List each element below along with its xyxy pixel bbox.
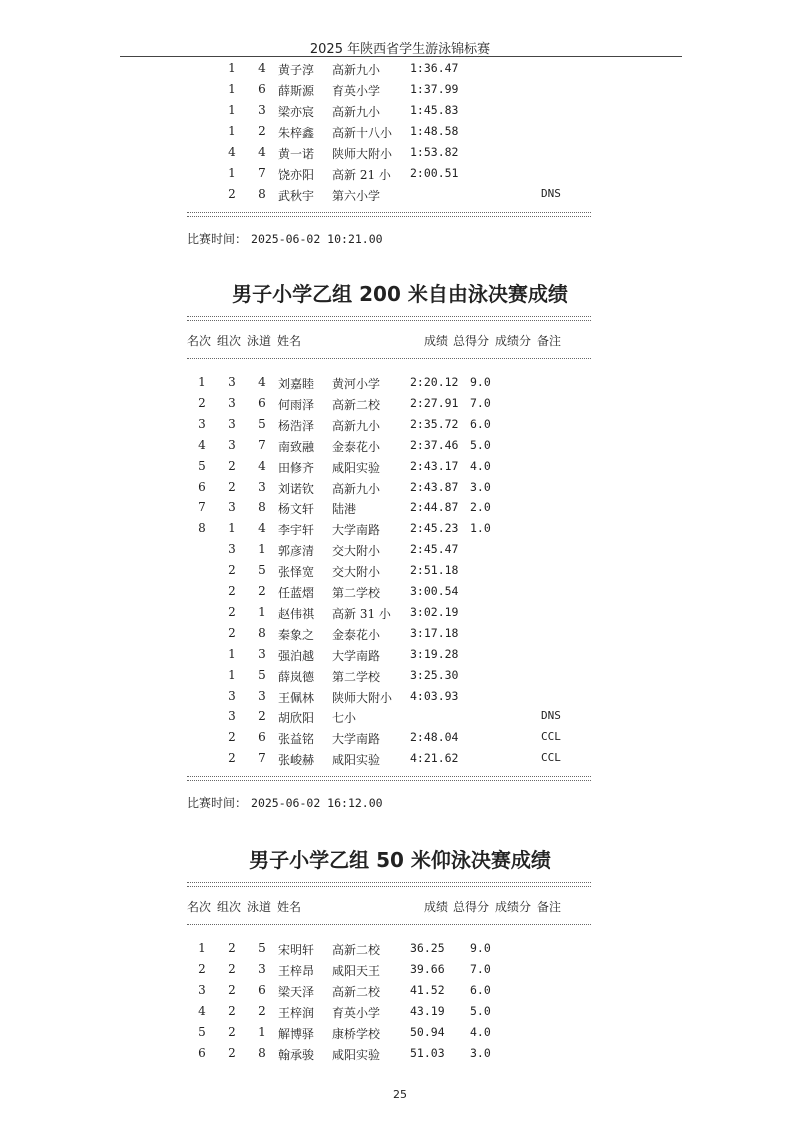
cell-lane: 8 [258,625,266,640]
cell-lane: 2 [258,1003,266,1018]
cell-pts: 6.0 [470,416,491,431]
col-result-header: 成绩 [424,334,449,348]
cell-time: 3:17.18 [410,625,459,640]
cell-rank: 2 [198,395,206,410]
cell-group: 3 [228,709,236,724]
cell-name: 刘诺钦 [278,481,315,496]
cell-time: 2:35.72 [410,416,459,431]
cell-rank: 4 [198,437,206,452]
race-time-line [187,794,383,811]
cell-group: 3 [228,416,236,431]
cell-name: 田修齐 [278,460,315,475]
cell-note: CCL [541,730,561,744]
double-divider [187,882,591,887]
table-row [0,103,800,123]
cell-time: 51.03 [410,1045,445,1060]
cell-lane: 3 [258,688,266,703]
column-header-row [187,898,607,916]
cell-lane: 3 [258,961,266,976]
cell-time: 2:00.51 [410,166,459,180]
cell-group: 2 [228,982,236,997]
table-row [0,375,800,395]
cell-name: 薛岚德 [278,669,315,684]
cell-time: 2:43.17 [410,458,459,473]
cell-unit: 金泰花小 [332,439,381,454]
cell-unit: 高新二校 [332,397,381,412]
cell-unit: 咸阳实验 [332,460,381,475]
cell-time: 36.25 [410,941,445,955]
table-row [0,438,800,458]
cell-group: 2 [228,751,236,766]
cell-lane: 1 [258,542,266,557]
table-row [0,584,800,604]
cell-pts: 7.0 [470,961,491,976]
cell-group: 3 [228,437,236,452]
cell-group: 1 [228,667,236,682]
double-divider [187,776,591,781]
col-lane-header: 泳道 [247,900,272,914]
col-name-header: 姓名 [277,900,302,914]
cell-lane: 2 [258,709,266,724]
cell-time: 2:48.04 [410,730,459,745]
cell-group: 1 [228,82,236,96]
cell-name: 薛斯源 [278,84,315,98]
cell-lane: 5 [258,667,266,682]
race-time-line [187,230,383,247]
cell-lane: 4 [258,61,266,75]
cell-unit: 黄河小学 [332,377,381,391]
cell-unit: 大学南路 [332,732,381,747]
cell-name: 翰承骏 [278,1047,315,1062]
cell-name: 任蓝熠 [278,586,315,600]
cell-name: 梁亦宸 [278,105,315,119]
cell-lane: 7 [258,166,266,180]
cell-rank: 5 [198,1024,206,1039]
cell-unit: 高新十八小 [332,126,393,140]
cell-lane: 6 [258,395,266,410]
cell-pts: 9.0 [470,941,491,955]
cell-pts: 4.0 [470,458,491,473]
cell-name: 张怿宽 [278,565,315,580]
table-row [0,166,800,186]
race-time-label: 比赛时间： [187,232,248,246]
cell-pts: 2.0 [470,500,491,515]
cell-group: 2 [228,1003,236,1018]
cell-group: 2 [228,479,236,494]
cell-lane: 2 [258,124,266,138]
cell-name: 南致融 [278,439,315,454]
double-divider [187,316,591,321]
cell-pts: 3.0 [470,479,491,494]
col-lane-header: 泳道 [247,334,272,348]
cell-name: 梁天泽 [278,984,315,999]
cell-time: 1:45.83 [410,103,459,117]
col-score-header: 成绩分 [495,900,532,914]
header-rule [120,56,682,57]
column-header-row [187,332,607,350]
cell-name: 李宇轩 [278,523,315,538]
section-title-200-free: 男子小学乙组 200 米自由泳决赛成绩 [232,282,568,306]
cell-rank: 7 [198,500,206,515]
cell-name: 强泊越 [278,648,315,663]
cell-unit: 高新二校 [332,984,381,999]
cell-rank: 2 [198,961,206,976]
cell-group: 3 [228,688,236,703]
cell-pts: 1.0 [470,521,491,536]
table-row [0,1046,800,1066]
cell-unit: 交大附小 [332,565,381,580]
cell-lane: 1 [258,604,266,619]
cell-group: 2 [228,941,236,955]
cell-time: 4:21.62 [410,751,459,766]
cell-unit: 咸阳实验 [332,753,381,768]
cell-pts: 5.0 [470,437,491,452]
cell-name: 朱梓鑫 [278,126,315,140]
col-name-header: 姓名 [277,334,302,348]
cell-time: 50.94 [410,1024,445,1039]
table-row [0,82,800,102]
table-row [0,145,800,165]
cell-name: 张益铭 [278,732,315,747]
cell-lane: 6 [258,730,266,745]
cell-rank: 6 [198,1045,206,1060]
cell-lane: 4 [258,375,266,389]
cell-unit: 大学南路 [332,648,381,663]
cell-rank: 4 [198,1003,206,1018]
cell-lane: 7 [258,437,266,452]
cell-group: 2 [228,961,236,976]
cell-time: 2:44.87 [410,500,459,515]
cell-time: 1:36.47 [410,61,459,75]
col-result-header: 成绩 [424,900,449,914]
cell-lane: 4 [258,145,266,159]
cell-unit: 七小 [332,711,357,726]
cell-lane: 5 [258,941,266,955]
cell-name: 饶亦阳 [278,168,315,182]
table-row [0,396,800,416]
cell-rank: 3 [198,416,206,431]
cell-unit: 高新九小 [332,481,381,496]
cell-name: 解博驿 [278,1026,315,1041]
cell-rank: 1 [198,941,206,955]
cell-unit: 育英小学 [332,1005,381,1020]
table-row [0,689,800,709]
double-divider [187,212,591,217]
cell-name: 黄子淳 [278,63,315,77]
cell-unit: 育英小学 [332,84,381,98]
table-row [0,417,800,437]
page-header-title: 2025 年陕西省学生游泳锦标赛 [309,42,491,57]
cell-unit: 第六小学 [332,189,381,203]
cell-unit: 高新九小 [332,105,381,119]
cell-name: 王佩林 [278,690,315,705]
cell-unit: 陕师大附小 [332,147,393,161]
cell-unit: 陕师大附小 [332,690,393,705]
cell-time: 2:20.12 [410,375,459,389]
table-row [0,542,800,562]
cell-time: 2:51.18 [410,563,459,578]
cell-time: 39.66 [410,961,445,976]
cell-lane: 5 [258,416,266,431]
table-row [0,941,800,961]
cell-name: 宋明轩 [278,943,315,957]
cell-name: 胡欣阳 [278,711,315,726]
table-row [0,983,800,1003]
table-row [0,187,800,207]
col-rank-header: 名次 [187,900,212,914]
cell-name: 赵伟祺 [278,606,315,621]
cell-time: 1:53.82 [410,145,459,159]
cell-name: 武秋宇 [278,189,315,203]
cell-rank: 8 [198,521,206,536]
cell-unit: 高新 21 小 [332,168,391,182]
cell-time: 2:37.46 [410,437,459,452]
cell-unit: 康桥学校 [332,1026,381,1041]
col-note-header: 备注 [537,900,562,914]
cell-unit: 陆港 [332,502,357,517]
cell-pts: 6.0 [470,982,491,997]
col-total-header: 总得分 [453,334,490,348]
cell-time: 3:19.28 [410,646,459,661]
table-row [0,480,800,500]
cell-name: 王梓昂 [278,963,315,978]
single-divider [187,358,591,359]
cell-group: 2 [228,458,236,473]
cell-group: 3 [228,542,236,557]
cell-unit: 高新二校 [332,943,381,957]
table-row [0,500,800,520]
cell-group: 2 [228,584,236,598]
cell-group: 2 [228,604,236,619]
cell-time: 2:45.47 [410,542,459,557]
table-row [0,521,800,541]
table-row [0,647,800,667]
cell-time: 1:37.99 [410,82,459,96]
table-row [0,668,800,688]
cell-group: 2 [228,625,236,640]
table-row [0,962,800,982]
cell-name: 郭彦清 [278,544,315,559]
page-number: 25 [393,1088,407,1101]
cell-group: 2 [228,1024,236,1039]
cell-time: 2:43.87 [410,479,459,494]
cell-group: 3 [228,395,236,410]
cell-group: 1 [228,646,236,661]
race-time-value: 2025-06-02 16:12.00 [251,796,383,810]
cell-unit: 大学南路 [332,523,381,538]
cell-lane: 8 [258,1045,266,1060]
cell-lane: 2 [258,584,266,598]
cell-unit: 金泰花小 [332,627,381,642]
cell-unit: 交大附小 [332,544,381,559]
cell-lane: 4 [258,521,266,536]
cell-time: 3:25.30 [410,667,459,682]
cell-pts: 7.0 [470,395,491,410]
table-row [0,61,800,81]
cell-pts: 3.0 [470,1045,491,1060]
cell-lane: 5 [258,563,266,578]
cell-group: 3 [228,500,236,515]
table-row [0,459,800,479]
cell-time: 2:45.23 [410,521,459,536]
col-group-header: 组次 [217,334,242,348]
cell-name: 王梓润 [278,1005,315,1020]
cell-lane: 1 [258,1024,266,1039]
cell-unit: 高新九小 [332,63,381,77]
cell-group: 2 [228,563,236,578]
cell-pts: 5.0 [470,1003,491,1018]
table-row [0,709,800,729]
table-row [0,563,800,583]
cell-time: 2:27.91 [410,395,459,410]
cell-name: 黄一诺 [278,147,315,161]
table-row [0,730,800,750]
cell-name: 秦象之 [278,627,315,642]
cell-unit: 第二学校 [332,669,381,684]
col-total-header: 总得分 [453,900,490,914]
col-group-header: 组次 [217,900,242,914]
cell-lane: 3 [258,103,266,117]
cell-name: 杨文轩 [278,502,315,517]
cell-time: 3:00.54 [410,584,459,598]
table-row [0,626,800,646]
cell-lane: 8 [258,187,266,201]
cell-time: 3:02.19 [410,604,459,619]
race-time-value: 2025-06-02 10:21.00 [251,232,383,246]
cell-group: 2 [228,187,236,201]
cell-unit: 第二学校 [332,586,381,600]
col-score-header: 成绩分 [495,334,532,348]
cell-name: 刘嘉睦 [278,377,315,391]
cell-unit: 高新 31 小 [332,606,391,621]
cell-lane: 3 [258,646,266,661]
cell-group: 3 [228,375,236,389]
cell-group: 2 [228,730,236,745]
table-row [0,1004,800,1024]
cell-unit: 高新九小 [332,418,381,433]
single-divider [187,924,591,925]
cell-name: 何雨泽 [278,397,315,412]
cell-name: 杨浩泽 [278,418,315,433]
col-rank-header: 名次 [187,334,212,348]
cell-lane: 3 [258,479,266,494]
cell-time: 41.52 [410,982,445,997]
cell-lane: 8 [258,500,266,515]
cell-unit: 咸阳实验 [332,1047,381,1062]
cell-group: 1 [228,521,236,536]
cell-note: DNS [541,709,561,723]
cell-note: DNS [541,187,561,200]
cell-group: 2 [228,1045,236,1060]
cell-time: 1:48.58 [410,124,459,138]
cell-pts: 4.0 [470,1024,491,1039]
cell-group: 1 [228,61,236,75]
table-row [0,124,800,144]
cell-pts: 9.0 [470,375,491,389]
cell-lane: 6 [258,82,266,96]
table-row [0,1025,800,1045]
cell-lane: 6 [258,982,266,997]
cell-time: 43.19 [410,1003,445,1018]
cell-rank: 6 [198,479,206,494]
table-row [0,751,800,771]
col-note-header: 备注 [537,334,562,348]
cell-lane: 4 [258,458,266,473]
section-title-50-back: 男子小学乙组 50 米仰泳决赛成绩 [249,848,551,872]
cell-group: 4 [228,145,236,159]
cell-name: 张峻赫 [278,753,315,768]
race-time-label: 比赛时间： [187,796,248,810]
cell-lane: 7 [258,751,266,766]
cell-unit: 咸阳天王 [332,963,381,978]
cell-group: 1 [228,103,236,117]
cell-group: 1 [228,166,236,180]
cell-time: 4:03.93 [410,688,459,703]
cell-rank: 1 [198,375,206,389]
cell-rank: 3 [198,982,206,997]
cell-rank: 5 [198,458,206,473]
cell-note: CCL [541,751,561,765]
table-row [0,605,800,625]
cell-group: 1 [228,124,236,138]
